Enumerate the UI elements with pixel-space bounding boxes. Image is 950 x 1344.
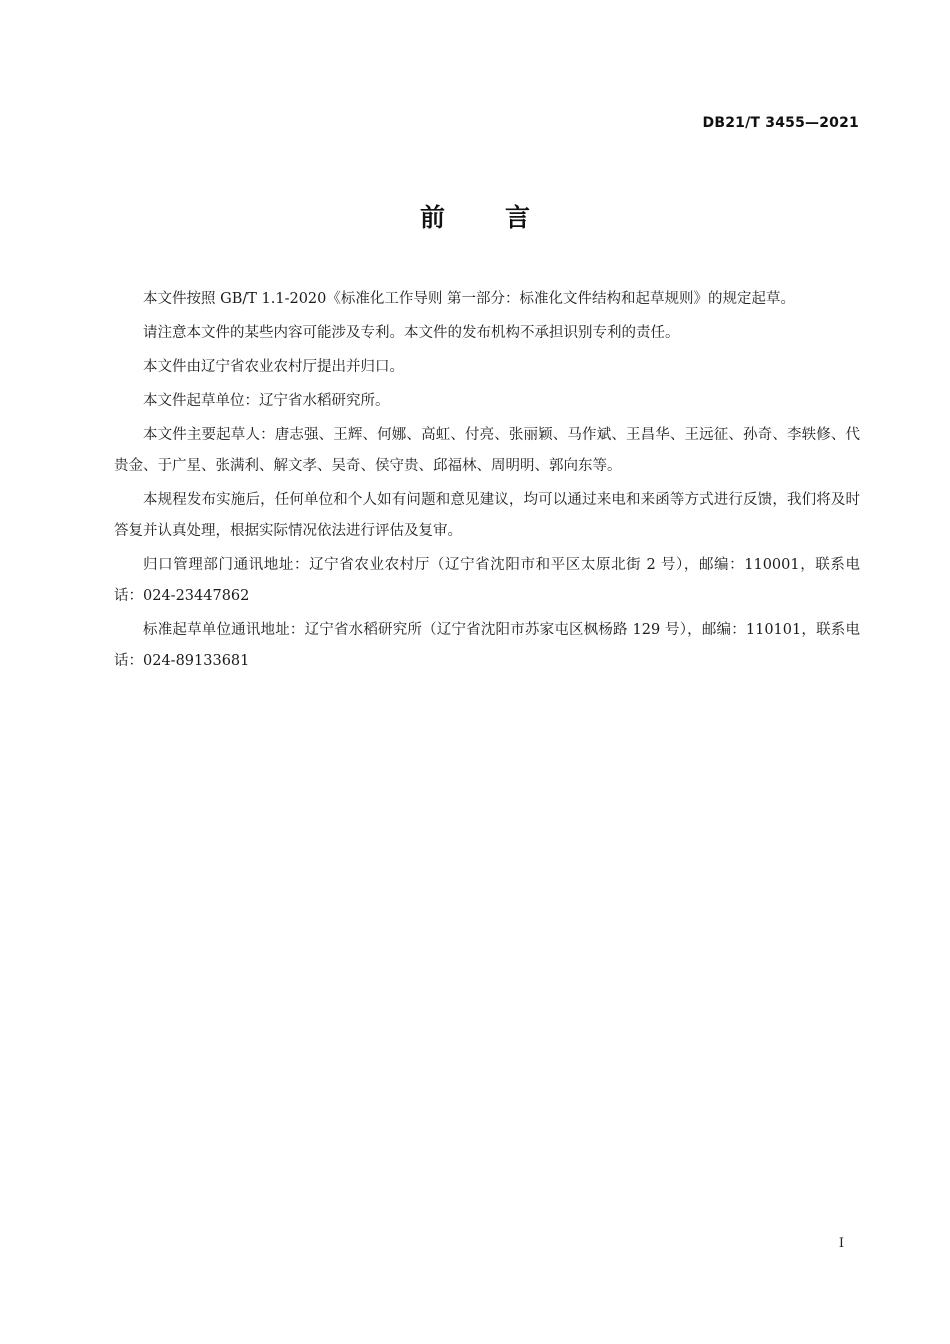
paragraph-patent-notice: 请注意本文件的某些内容可能涉及专利。本文件的发布机构不承担识别专利的责任。 (143, 325, 680, 341)
paragraph-feedback: 本规程发布实施后，任何单位和个人如有问题和意见建议，均可以通过来电和来函等方式进行反馈，我们将及时答复并认真处理，根据实际情况依法进行评估及复审。 (114, 492, 860, 539)
document-body (114, 284, 860, 680)
page-number: I (838, 1236, 844, 1251)
paragraph-proposer: 本文件由辽宁省农业农村厅提出并归口。 (143, 359, 404, 375)
paragraph-drafters: 本文件主要起草人：唐志强、王辉、何娜、高虹、付亮、张丽颖、马作斌、王昌华、王远征、孙奇、李轶修、代贵金、于广星、张满利、解文孝、吴奇、侯守贵、邱福林、周明明、郭向东等。 (114, 427, 860, 474)
page-title: 前言 (419, 203, 590, 232)
paragraph-drafting-unit: 本文件起草单位：辽宁省水稻研究所。 (143, 393, 390, 409)
document-code: DB21/T 3455—2021 (702, 115, 859, 131)
paragraph-drafter-contact: 标准起草单位通讯地址：辽宁省水稻研究所（辽宁省沈阳市苏家屯区枫杨路 129 号），邮编：110101，联系电话：024-89133681 (114, 622, 860, 669)
paragraph-drafting-rules: 本文件按照 GB/T 1.1-2020《标准化工作导则 第一部分：标准化文件结构和起草规则》的规定起草。 (143, 291, 795, 307)
paragraph-authority-contact: 归口管理部门通讯地址：辽宁省农业农村厅（辽宁省沈阳市和平区太原北街 2 号），邮编：110001，联系电话：024-23447862 (114, 557, 860, 604)
